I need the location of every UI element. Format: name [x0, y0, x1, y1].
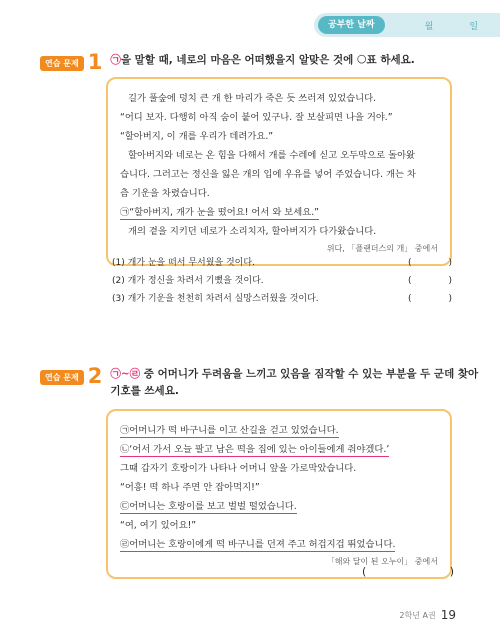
practice-badge: 연습 문제	[40, 370, 84, 385]
choice-text: (2) 개가 정신을 차려서 기뻤을 것이다.	[112, 276, 264, 286]
choice-item[interactable]	[112, 254, 452, 272]
paren-close: )	[448, 294, 452, 304]
prompt-text: 을 말할 때, 네로의 마음은 어떠했을지 알맞은 것에	[120, 54, 357, 66]
day-field[interactable]: 일	[469, 21, 479, 32]
page-number: 19	[440, 608, 456, 622]
choice-text: (3) 개가 기운을 천천히 차려서 실망스러웠을 것이다.	[112, 294, 319, 304]
passage-line: “할아버지, 이 개를 우리가 데려가요.”	[120, 131, 274, 142]
paren-open: (	[362, 565, 367, 578]
passage-source: 「해와 달이 된 오누이」 중에서	[326, 557, 438, 566]
choice-list	[112, 254, 452, 308]
paren-open: (	[408, 258, 412, 268]
answer-blank[interactable]	[362, 565, 454, 578]
question-1-header	[40, 52, 480, 72]
choice-item[interactable]	[112, 290, 452, 308]
prompt-text: 중 어머니가 두려움을 느끼고 있음을 짐작할 수 있는 부분을 두 군데 찾아 기호를 쓰세요.	[110, 368, 479, 397]
study-date-tab	[314, 13, 500, 37]
prompt-text-end: 표 하세요.	[366, 54, 415, 66]
passage-line: 개의 곁을 지키던 네로가 소리치자, 할아버지가 다가왔습니다.	[128, 226, 377, 237]
underlined-passage-line: ㉣어머니는 호랑이에게 떡 바구니를 던져 주고 허겁지겁 뛰었습니다.	[120, 539, 396, 550]
passage-line: 할아버지와 네로는 온 힘을 다해서 개를 수레에 싣고 오두막으로 돌아왔	[128, 150, 416, 161]
passage-line: 습니다. 그러고는 정신을 잃은 개의 입에 우유를 넣어 주었습니다. 개는 차	[120, 169, 416, 180]
question-2-prompt	[110, 366, 480, 400]
page-footer	[399, 608, 456, 622]
paren-open: (	[408, 276, 412, 286]
paren-close: )	[448, 258, 452, 268]
passage-line: “어디 보자. 다행히 아직 숨이 붙어 있구나. 잘 보살피면 나을 거야.”	[120, 112, 393, 123]
passage-line: “어흥! 떡 하나 주면 안 잡아먹지!”	[120, 482, 260, 493]
passage-source: 위다, 「플랜더스의 개」 중에서	[326, 244, 438, 253]
question-number: 1	[87, 50, 103, 74]
passage-line: 길가 풀숲에 덩치 큰 개 한 마리가 죽은 듯 쓰러져 있었습니다.	[128, 93, 377, 104]
practice-badge: 연습 문제	[40, 56, 84, 71]
answer-parens[interactable]	[408, 254, 452, 272]
answer-parens[interactable]	[408, 290, 452, 308]
passage-box-2	[106, 409, 452, 579]
choice-item[interactable]	[112, 272, 452, 290]
month-field[interactable]: 월	[424, 21, 434, 32]
passage-box-1	[106, 77, 452, 266]
choice-text: (1) 개가 눈을 떠서 무서웠을 것이다.	[112, 258, 255, 268]
underlined-passage-line: ㉠어머니가 떡 바구니를 이고 산길을 걷고 있었습니다.	[120, 425, 339, 436]
grade-label: 2학년 A권	[399, 610, 436, 620]
answer-parens[interactable]	[408, 272, 452, 290]
question-number: 2	[87, 364, 103, 388]
question-2-header	[40, 366, 480, 400]
mark-symbol: ㉠	[110, 54, 121, 66]
passage-line: 그때 갑자기 호랑이가 나타나 어머니 앞을 가로막았습니다.	[120, 463, 357, 474]
paren-close: )	[449, 565, 454, 578]
passage-line: “여, 여기 있어요!”	[120, 520, 197, 531]
underlined-passage-line: ㉢어머니는 호랑이를 보고 벌벌 떨었습니다.	[120, 501, 297, 512]
study-date-label: 공부한 날짜	[318, 16, 385, 34]
paren-open: (	[408, 294, 412, 304]
question-1-prompt	[110, 52, 480, 69]
circle-icon: ○	[356, 52, 367, 65]
underlined-passage-line: ㉡‘어서 가서 오늘 팔고 남은 떡을 집에 있는 아이들에게 줘야겠다.’	[120, 444, 390, 455]
passage-line: 츰 기운을 차렸습니다.	[120, 188, 210, 199]
mark-range: ㉠~㉣	[110, 368, 141, 380]
underlined-passage-line: ㉠“할아버지, 개가 눈을 떴어요! 어서 와 보세요.”	[120, 207, 319, 218]
paren-close: )	[448, 276, 452, 286]
